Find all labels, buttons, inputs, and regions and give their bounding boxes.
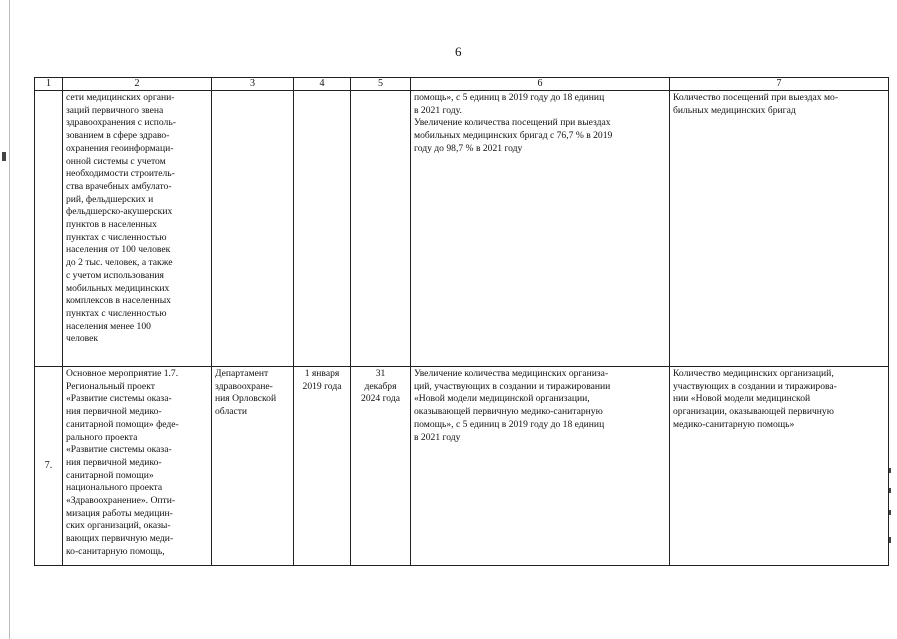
end-date-cell [351, 91, 411, 367]
event-cell: Основное мероприятие 1.7. Региональный проект «Развитие системы оказа- ния первичной медико- санитарной помощи» феде- рального проекта «Развитие системы оказа- ния первичной медико- санитарной помощи» национального проекта «Здравоохранение». Опти- мизация работы медицин- ских организаций, оказы- вающих первичную меди- ко-санитарную помощь, [63, 367, 212, 566]
header-row [35, 78, 889, 91]
executor-cell [212, 91, 294, 367]
page-number: 6 [455, 44, 462, 59]
scan-artifact-left-line [9, 0, 10, 639]
header-col-6: 6 [411, 78, 670, 91]
executor-cell: Департамент здравоохране- ния Орловской области [212, 367, 294, 566]
end-date-cell: 31 декабря 2024 года [351, 367, 411, 566]
scan-artifact-right [889, 468, 891, 473]
scan-artifact-left [2, 152, 6, 161]
measures-table [34, 77, 889, 566]
row-number [35, 91, 63, 367]
header-col-3: 3 [212, 78, 294, 91]
indicator-cell: Количество посещений при выездах мо- бильных медицинских бригад [670, 91, 889, 367]
result-cell: помощь», с 5 единиц в 2019 году до 18 единиц в 2021 году. Увеличение количества посещений при выездах мобильных медицинских бригад с 76,7 % в 2019 году до 98,7 % в 2021 году [411, 91, 670, 367]
table-row [35, 367, 889, 566]
scan-artifact-right [889, 488, 891, 493]
header-col-2: 2 [63, 78, 212, 91]
start-date-cell: 1 января 2019 года [294, 367, 351, 566]
result-cell: Увеличение количества медицинских организа- ций, участвующих в создании и тиражировании «Новой модели медицинской организации, оказывающей первичную медико-санитарную помощь», с 5 единиц в 2019 году до 18 единиц в 2021 году [411, 367, 670, 566]
header-col-5: 5 [351, 78, 411, 91]
event-cell: сети медицинских органи- заций первичного звена здравоохранения с исполь- зованием в сфере здраво- охранения геоинформаци- онной системы с учетом необходимости строитель- ства врачебных амбулато- рий, фельдшерских и фельдшерско-акушерских пунктов в населенных пунктах с численностью населения от 100 человек до 2 тыс. человек, а также с учетом использования мобильных медицинских комплексов в населенных пунктах с численностью населения менее 100 человек [63, 91, 212, 367]
scan-artifact-right [889, 510, 891, 515]
start-date-cell [294, 91, 351, 367]
scan-artifact-right [889, 537, 891, 543]
header-col-4: 4 [294, 78, 351, 91]
table-row [35, 91, 889, 367]
indicator-cell: Количество медицинских организаций, участвующих в создании и тиражирова- нии «Новой модели медицинской организации, оказывающей первичную медико-санитарную помощь» [670, 367, 889, 566]
row-number: 7. [35, 367, 63, 566]
header-col-7: 7 [670, 78, 889, 91]
header-col-1: 1 [35, 78, 63, 91]
